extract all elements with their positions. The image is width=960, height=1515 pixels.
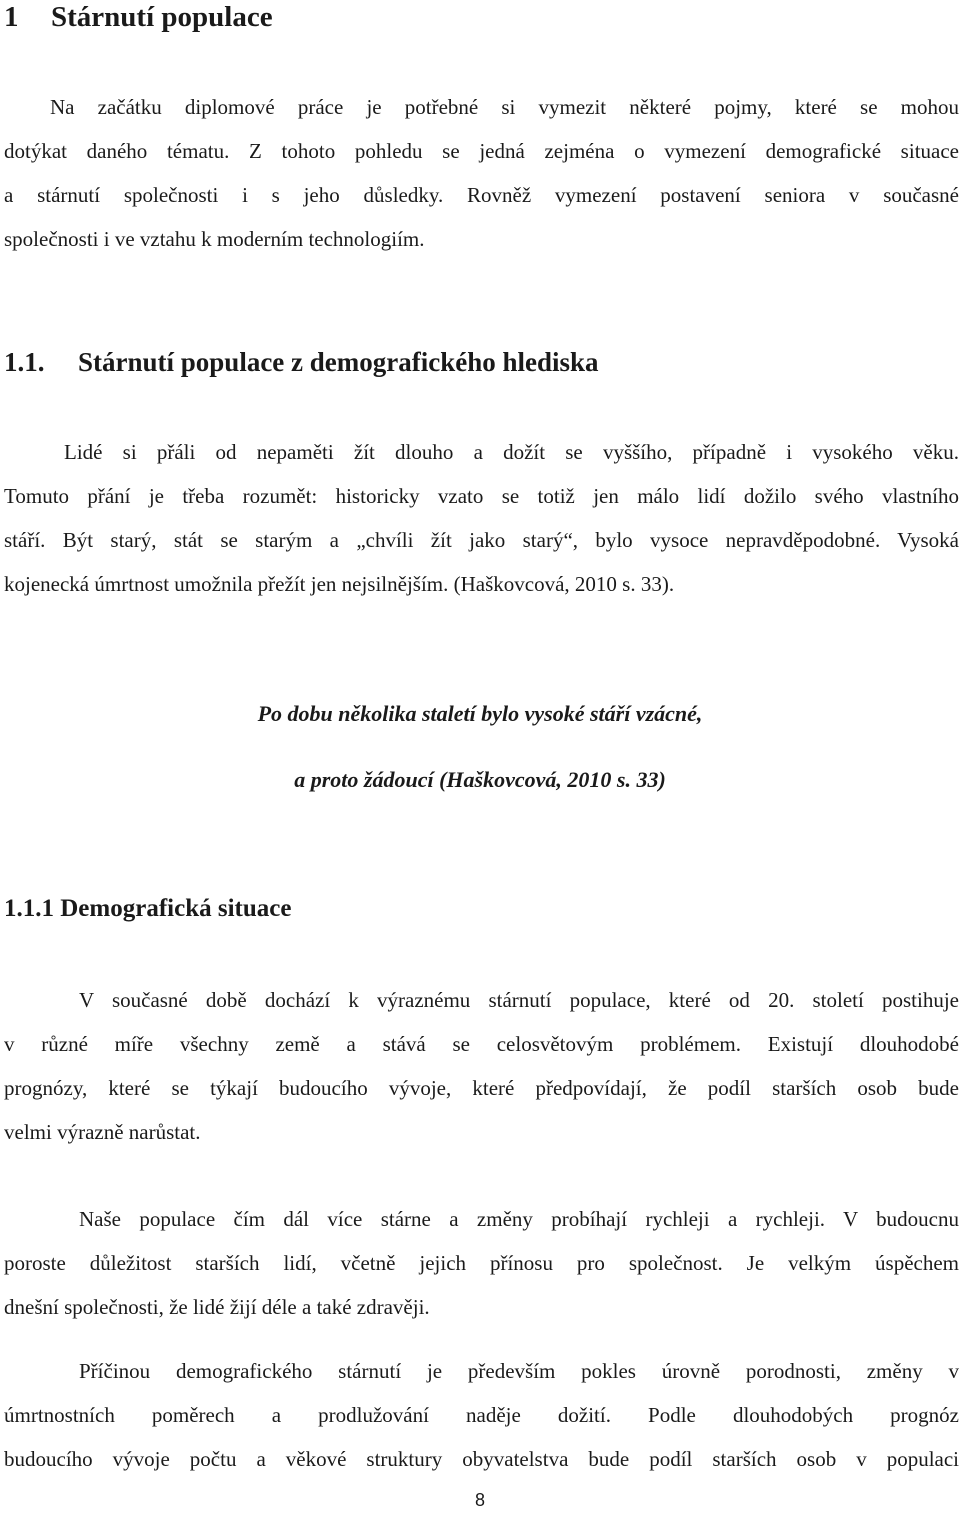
section-paragraph — [4, 430, 959, 606]
quote-line-1: Po dobu několika staletí bylo vysoké stáří vzácné, — [257, 701, 703, 726]
paragraph-line: prognózy, které se týkají budoucího vývoje, které předpovídají, že podíl starších osob bude — [4, 1076, 959, 1100]
paragraph-line: úmrtnostních poměrech a prodlužování naděje dožití. Podle dlouhodobých prognóz — [4, 1403, 959, 1427]
section-title: Stárnutí populace z demografického hlediska — [78, 347, 599, 377]
section-heading — [4, 345, 599, 379]
subsection-paragraph — [4, 1349, 959, 1481]
intro-paragraph — [4, 85, 959, 261]
subsection-paragraph — [4, 1197, 959, 1329]
paragraph-line: velmi výrazně narůstat. — [4, 1120, 201, 1144]
paragraph-line: V současné době dochází k výraznému stárnutí populace, které od 20. století postihuje — [79, 988, 959, 1012]
paragraph-line: společnosti i ve vztahu k moderním technologiím. — [4, 227, 425, 251]
paragraph-line: Naše populace čím dál více stárne a změny probíhají rychleji a rychleji. V budoucnu — [79, 1207, 959, 1231]
paragraph-line: a stárnutí společnosti i s jeho důsledky. Rovněž vymezení postavení seniora v současné — [4, 183, 959, 207]
chapter-title: Stárnutí populace — [51, 1, 273, 33]
quote-line-2: a proto žádoucí (Haškovcová, 2010 s. 33) — [294, 767, 666, 792]
section-number: 1.1. — [4, 347, 45, 377]
paragraph-line: v různé míře všechny země a stává se celosvětovým problémem. Existují dlouhodobé — [4, 1032, 959, 1056]
page-number: 8 — [474, 1490, 485, 1510]
paragraph-line: Lidé si přáli od nepaměti žít dlouho a dožít se vyššího, případně i vysokého věku. — [64, 440, 959, 464]
paragraph-line: Tomuto přání je třeba rozumět: historicky vzato se totiž jen málo lidí dožilo svého vlastního — [4, 484, 959, 508]
paragraph-line: stáří. Být starý, stát se starým a „chvíli žít jako starý“, bylo vysoce nepravděpodobné. Vysoká — [4, 528, 959, 552]
paragraph-line: kojenecká úmrtnost umožnila přežít jen nejsilnějším. (Haškovcová, 2010 s. 33). — [4, 572, 675, 596]
paragraph-line: dotýkat daného tématu. Z tohoto pohledu se jedná zejména o vymezení demografické situace — [4, 139, 959, 163]
paragraph-line: poroste důležitost starších lidí, včetně jejich přínosu pro společnost. Je velkým úspěchem — [4, 1251, 959, 1275]
paragraph-line: dnešní společnosti, že lidé žijí déle a také zdravěji. — [4, 1295, 430, 1319]
subsection-heading: 1.1.1 Demografická situace — [4, 895, 292, 922]
paragraph-line: Na začátku diplomové práce je potřebné si vymezit některé pojmy, které se mohou — [50, 95, 959, 119]
chapter-heading — [4, 0, 273, 34]
chapter-number: 1 — [4, 1, 19, 33]
paragraph-line: Příčinou demografického stárnutí je především pokles úrovně porodnosti, změny v — [79, 1359, 959, 1383]
paragraph-line: budoucího vývoje počtu a věkové struktury obyvatelstva bude podíl starších osob v populaci — [4, 1447, 959, 1471]
subsection-paragraph — [4, 978, 959, 1154]
